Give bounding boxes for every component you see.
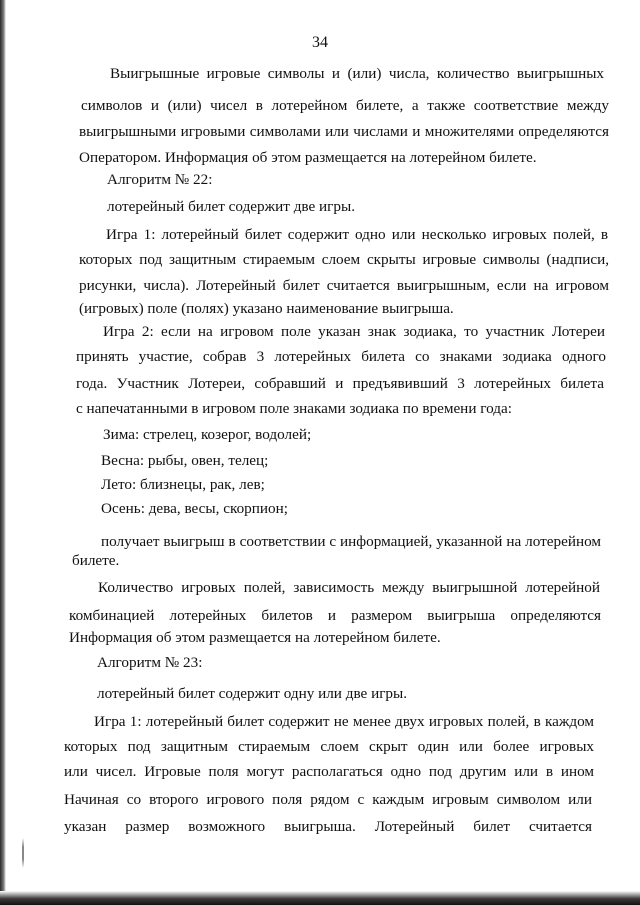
text-line: указан размер возможного выигрыша. Лотерейный билет считается <box>64 818 592 835</box>
text-line: Начиная со второго игрового поля рядом с каждым игровым символом или <box>64 791 592 808</box>
algorithm-heading: Алгоритм № 22: <box>107 171 213 188</box>
text-line: Игра 1: лотерейный билет содержит не менее двух игровых полей, в каждом <box>94 713 594 730</box>
scan-stray-mark <box>22 838 24 868</box>
text-line: Оператором. Информация об этом размещается на лотерейном билете. <box>79 149 537 166</box>
text-line: лотерейный билет содержит две игры. <box>107 198 355 215</box>
season-line: Зима: стрелец, козерог, водолей; <box>103 426 312 443</box>
scan-edge-bottom <box>0 891 640 905</box>
page-number: 34 <box>312 34 328 51</box>
text-line: получает выигрыш в соответствии с информацией, указанной на лотерейном <box>101 533 601 550</box>
text-line: рисунки, числа). Лотерейный билет считается выигрышным, если на игровом <box>79 277 609 294</box>
scan-edge-left <box>0 0 6 905</box>
text-line: которых под защитным стираемым слоем скрыт один или более игровых <box>64 738 594 755</box>
text-line: которых под защитным стираемым слоем скрыты игровые символы (надписи, <box>79 251 609 268</box>
text-line: Количество игровых полей, зависимость между выигрышной лотерейной <box>98 579 600 596</box>
text-line: (игровых) поле (полях) указано наименование выигрыша. <box>79 300 454 317</box>
text-line: Игра 2: если на игровом поле указан знак зодиака, то участник Лотереи <box>103 323 605 340</box>
text-line: билете. <box>72 552 120 569</box>
text-line: года. Участник Лотереи, собравший и предъявивший 3 лотерейных билета <box>76 375 604 392</box>
season-line: Весна: рыбы, овен, телец; <box>101 452 269 469</box>
text-line: Игра 1: лотерейный билет содержит одно или несколько игровых полей, в <box>106 226 608 243</box>
text-line: комбинацией лотерейных билетов и размером выигрыша определяются <box>69 607 601 624</box>
text-line: с напечатанными в игровом поле знаками зодиака по времени года: <box>76 400 512 417</box>
text-line: Информация об этом размещается на лотерейном билете. <box>69 629 441 646</box>
text-line: принять участие, собрав 3 лотерейных билета со знаками зодиака одного <box>76 348 606 365</box>
algorithm-heading: Алгоритм № 23: <box>97 654 203 671</box>
text-line: лотерейный билет содержит одну или две игры. <box>97 685 408 702</box>
text-line: Выигрышные игровые символы и (или) числа, количество выигрышных <box>110 65 604 82</box>
season-line: Осень: дева, весы, скорпион; <box>101 500 288 517</box>
season-line: Лето: близнецы, рак, лев; <box>101 476 265 493</box>
text-line: или чисел. Игровые поля могут располагаться одно под другим или в ином <box>64 763 594 780</box>
text-line: выигрышными игровыми символами или числами и множителями определяются <box>79 123 609 140</box>
text-line: символов и (или) чисел в лотерейном билете, а также соответствие между <box>81 97 609 114</box>
